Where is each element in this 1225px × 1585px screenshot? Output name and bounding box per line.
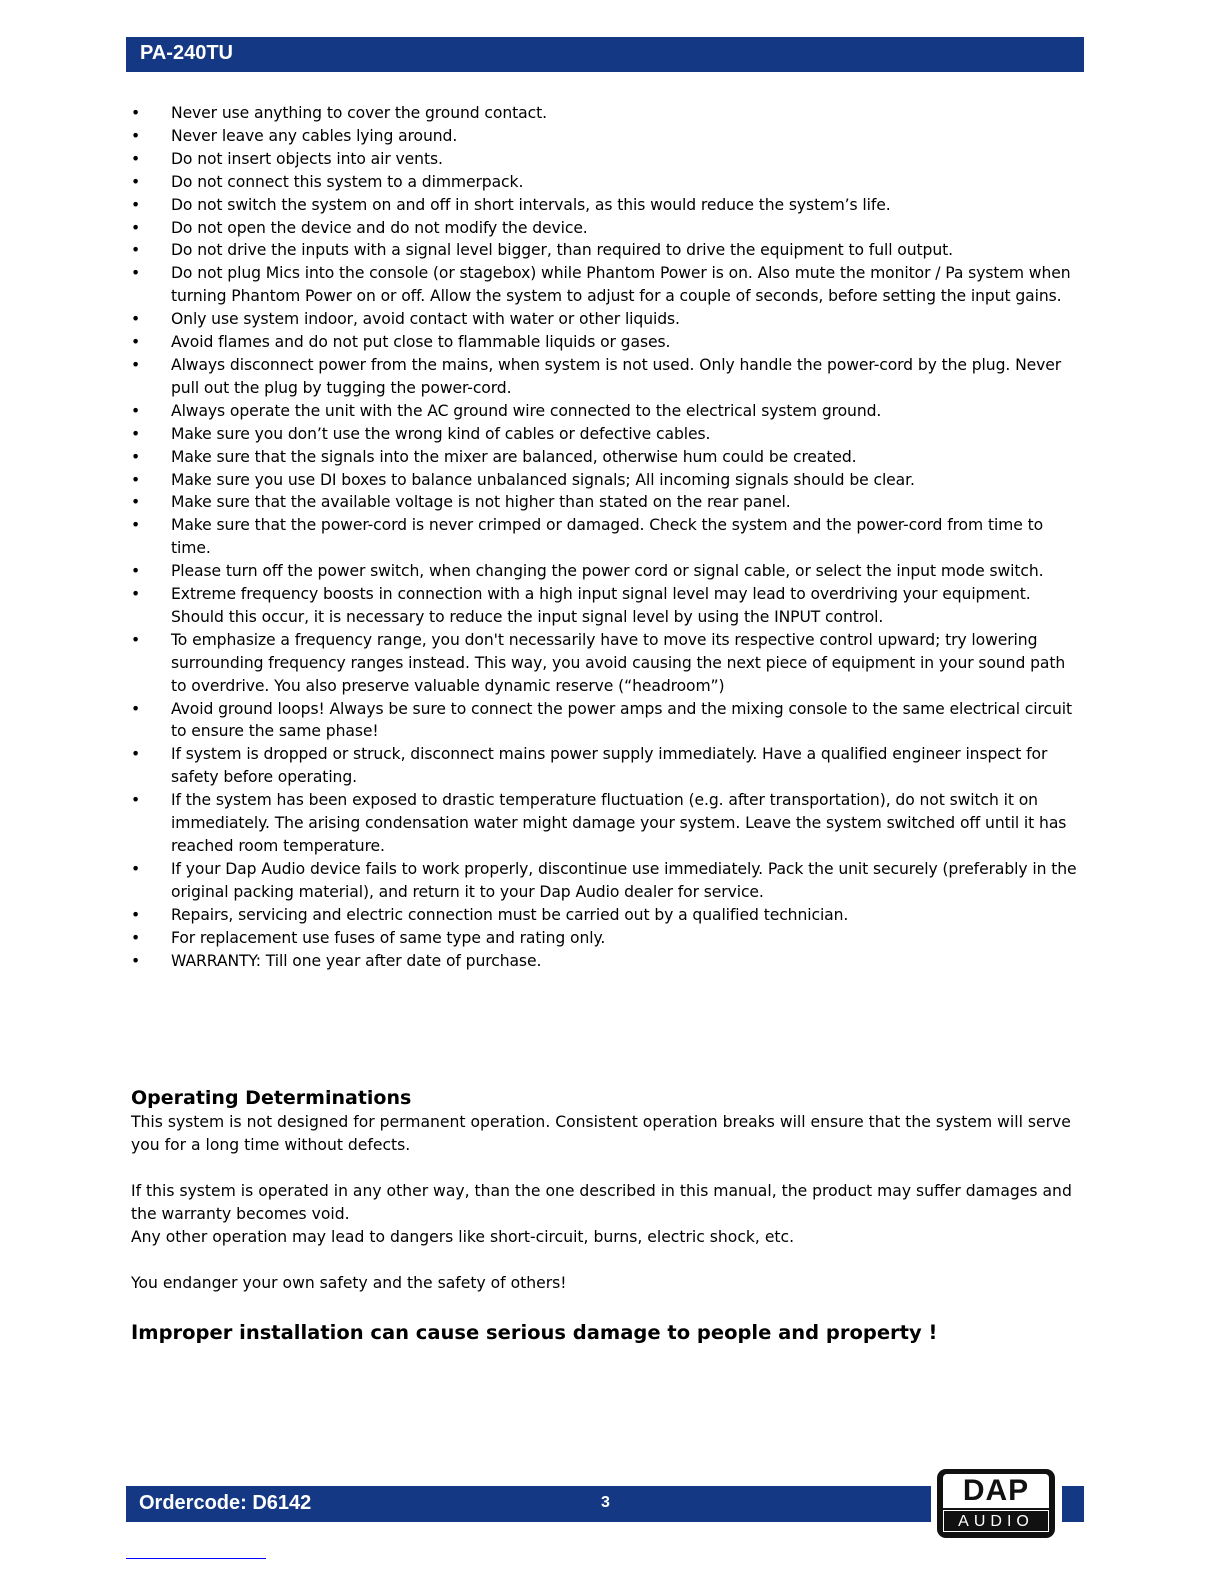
list-item: • Do not insert objects into air vents.	[131, 148, 1081, 171]
list-item: • WARRANTY: Till one year after date of purchase.	[131, 950, 1081, 973]
operating-section	[131, 1085, 1081, 1345]
list-item: • Please turn off the power switch, when changing the power cord or signal cable, or select the input mode switch.	[131, 560, 1081, 583]
list-item: • If your Dap Audio device fails to work properly, discontinue use immediately. Pack the unit securely (preferably in the original packing material), and return it to your Dap Audio dealer for service.	[131, 858, 1081, 904]
list-item: • For replacement use fuses of same type and rating only.	[131, 927, 1081, 950]
ordercode: Ordercode: D6142	[139, 1492, 312, 1514]
list-item: • If the system has been exposed to drastic temperature fluctuation (e.g. after transportation), do not switch it on immediately. The arising condensation water might damage your system. Leave the system switched off until it has reached room temperature.	[131, 789, 1081, 858]
list-item: • Do not open the device and do not modify the device.	[131, 217, 1081, 240]
list-item: • Only use system indoor, avoid contact with water or other liquids.	[131, 308, 1081, 331]
list-item: • Make sure that the signals into the mixer are balanced, otherwise hum could be created.	[131, 446, 1081, 469]
list-item: • Do not switch the system on and off in short intervals, as this would reduce the system’s life.	[131, 194, 1081, 217]
dap-audio-logo	[937, 1469, 1055, 1538]
list-item: • Make sure that the power-cord is never crimped or damaged. Check the system and the power-cord from time to time.	[131, 514, 1081, 560]
header-bar	[126, 37, 1084, 72]
list-item: • If system is dropped or struck, disconnect mains power supply immediately. Have a qualified engineer inspect for safety before operating.	[131, 743, 1081, 789]
product-title: PA-240TU	[140, 42, 233, 64]
paragraph: You endanger your own safety and the safety of others!	[131, 1273, 567, 1292]
list-item: • Always disconnect power from the mains, when system is not used. Only handle the power-cord by the plug. Never pull out the plug by tugging the power-cord.	[131, 354, 1081, 400]
section-heading: Operating Determinations	[131, 1087, 412, 1109]
list-item: • Make sure you don’t use the wrong kind of cables or defective cables.	[131, 423, 1081, 446]
footer-bar	[126, 1486, 931, 1522]
footer-bar-end	[1062, 1486, 1084, 1522]
list-item: • Do not connect this system to a dimmerpack.	[131, 171, 1081, 194]
warning-text: Improper installation can cause serious damage to people and property !	[131, 1321, 938, 1345]
paragraph: If this system is operated in any other way, than the one described in this manual, the product may suffer damages and the warranty becomes void.	[131, 1181, 1072, 1223]
list-item: • Do not drive the inputs with a signal level bigger, than required to drive the equipment to full output.	[131, 239, 1081, 262]
list-item: • Extreme frequency boosts in connection with a high input signal level may lead to overdriving your equipment. Should this occur, it is necessary to reduce the input signal level by using the INPUT control.	[131, 583, 1081, 629]
list-item: • Avoid flames and do not put close to flammable liquids or gases.	[131, 331, 1081, 354]
logo-audio: AUDIO	[943, 1510, 1049, 1532]
logo-dap: DAP	[943, 1474, 1049, 1508]
list-item: • Always operate the unit with the AC ground wire connected to the electrical system ground.	[131, 400, 1081, 423]
safety-instructions-list	[131, 102, 1081, 972]
link-underline	[126, 1558, 266, 1559]
list-item: • Never leave any cables lying around.	[131, 125, 1081, 148]
list-item: • Make sure that the available voltage is not higher than stated on the rear panel.	[131, 491, 1081, 514]
list-item: • Make sure you use DI boxes to balance unbalanced signals; All incoming signals should be clear.	[131, 469, 1081, 492]
list-item: • Do not plug Mics into the console (or stagebox) while Phantom Power is on. Also mute the monitor / Pa system when turning Phantom Power on or off. Allow the system to adjust for a couple of seconds, before setting the input gains.	[131, 262, 1081, 308]
paragraph: Any other operation may lead to dangers like short-circuit, burns, electric shock, etc.	[131, 1227, 795, 1246]
page-number: 3	[601, 1494, 610, 1511]
list-item: • Never use anything to cover the ground contact.	[131, 102, 1081, 125]
list-item: • To emphasize a frequency range, you don't necessarily have to move its respective control upward; try lowering surrounding frequency ranges instead. This way, you avoid causing the next piece of equipment in your sound path to overdrive. You also preserve valuable dynamic reserve (“headroom”)	[131, 629, 1081, 698]
list-item: • Repairs, servicing and electric connection must be carried out by a qualified technician.	[131, 904, 1081, 927]
paragraph: This system is not designed for permanent operation. Consistent operation breaks will ensure that the system will serve you for a long time without defects.	[131, 1113, 1071, 1154]
list-item: • Avoid ground loops! Always be sure to connect the power amps and the mixing console to the same electrical circuit to ensure the same phase!	[131, 698, 1081, 744]
